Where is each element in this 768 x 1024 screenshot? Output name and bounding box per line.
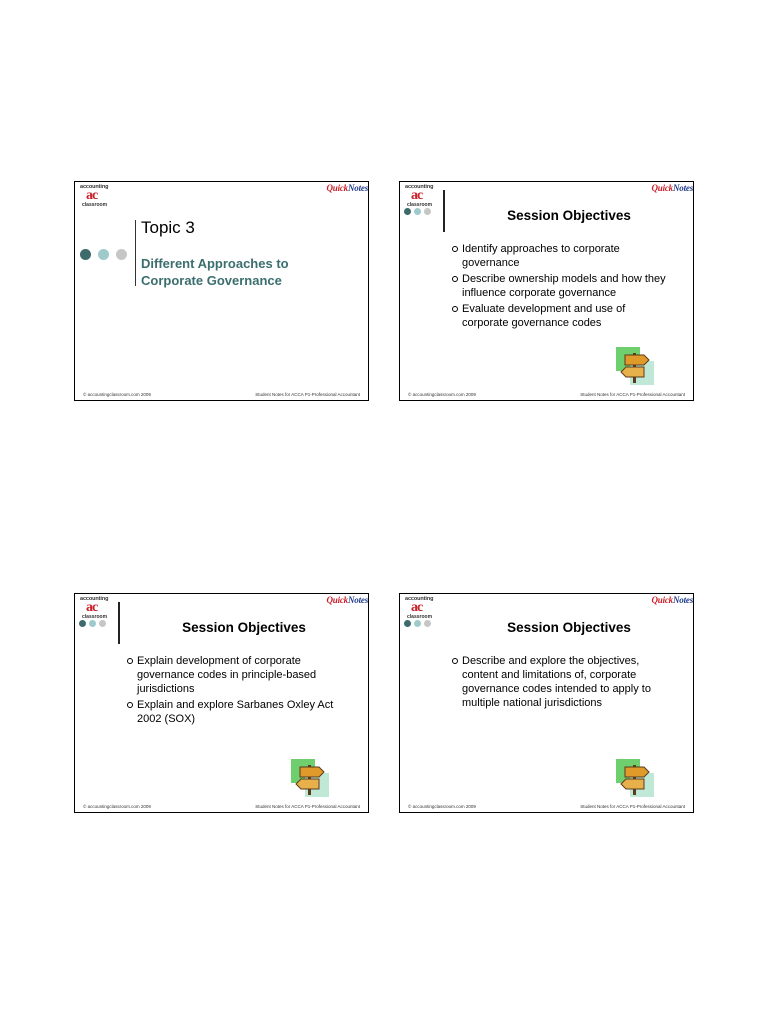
dot-dark — [404, 620, 411, 627]
bullet-text: Describe ownership models and how they influence corporate governance — [462, 273, 666, 299]
dot-dark — [79, 620, 86, 627]
footer-copyright: © accountingclassroom.com 2009 — [83, 804, 151, 809]
logo-mark: ac — [411, 188, 423, 203]
dot-dark — [404, 208, 411, 215]
quicknotes-notes: Notes — [348, 183, 368, 193]
slide-session-objectives-3 — [399, 593, 694, 813]
bullet-text: Identify approaches to corporate governance — [462, 243, 620, 269]
dot-grey — [424, 208, 431, 215]
bullet-text: Describe and explore the objectives, content and limitations of, corporate governance codes intended to apply to multiple national jurisdictions — [462, 655, 651, 709]
bullet-icon — [127, 658, 133, 664]
decorative-dots — [80, 249, 127, 260]
quicknotes-brand — [651, 183, 693, 193]
slide-heading: Session Objectives — [507, 208, 631, 223]
list-item — [127, 654, 349, 696]
bullet-text: Evaluate development and use of corporate governance codes — [462, 303, 626, 329]
objectives-list — [452, 242, 674, 332]
accounting-classroom-logo — [79, 184, 113, 210]
objectives-list — [452, 654, 674, 712]
quicknotes-brand — [651, 595, 693, 605]
list-item — [452, 302, 674, 330]
quicknotes-quick: Quick — [326, 183, 348, 193]
footer-copyright: © accountingclassroom.com 2009 — [408, 804, 476, 809]
dot-light — [414, 208, 421, 215]
slide-heading: Session Objectives — [182, 620, 306, 635]
signpost-icon — [616, 759, 654, 797]
dot-light — [89, 620, 96, 627]
logo-bottom-text: classroom — [82, 614, 108, 620]
footer-copyright: © accountingclassroom.com 2009 — [83, 392, 151, 397]
logo-top-text: accounting — [405, 596, 434, 602]
bullet-text: Explain development of corporate governance codes in principle-based jurisdictions — [137, 655, 317, 695]
logo-top-text: accounting — [80, 184, 109, 190]
dot-light — [414, 620, 421, 627]
decorative-dots — [404, 208, 431, 215]
slide-heading: Session Objectives — [507, 620, 631, 635]
list-item — [127, 698, 349, 726]
bullet-icon — [452, 246, 458, 252]
title-divider — [135, 220, 136, 286]
quicknotes-brand — [326, 183, 368, 193]
dot-grey — [99, 620, 106, 627]
logo-mark: ac — [411, 600, 423, 615]
list-item — [452, 272, 674, 300]
bullet-icon — [452, 658, 458, 664]
list-item — [452, 654, 674, 710]
footer-course: Student Notes for ACCA P1-Professional Accountant — [580, 804, 685, 809]
logo-bottom-text: classroom — [407, 614, 433, 620]
topic-subtitle: Different Approaches to Corporate Governance — [141, 256, 289, 288]
quicknotes-quick: Quick — [651, 595, 673, 605]
bullet-icon — [452, 306, 458, 312]
logo-bottom-text: classroom — [82, 202, 108, 208]
accounting-classroom-logo — [404, 184, 438, 210]
slide-session-objectives-1 — [399, 181, 694, 401]
objectives-list — [127, 654, 349, 728]
footer-course: Student Notes for ACCA P1-Professional Accountant — [255, 392, 360, 397]
dot-dark — [80, 249, 91, 260]
slide-session-objectives-2 — [74, 593, 369, 813]
quicknotes-brand — [326, 595, 368, 605]
footer-course: Student Notes for ACCA P1-Professional Accountant — [255, 804, 360, 809]
quicknotes-quick: Quick — [326, 595, 348, 605]
footer-course: Student Notes for ACCA P1-Professional Accountant — [580, 392, 685, 397]
quicknotes-notes: Notes — [348, 595, 368, 605]
logo-mark: ac — [86, 188, 98, 203]
bullet-text: Explain and explore Sarbanes Oxley Act 2002 (SOX) — [137, 699, 334, 725]
accounting-classroom-logo — [404, 596, 438, 622]
decorative-dots — [79, 620, 106, 627]
list-item — [452, 242, 674, 270]
decorative-dots — [404, 620, 431, 627]
slide-topic-3 — [74, 181, 369, 401]
bullet-icon — [452, 276, 458, 282]
dot-grey — [424, 620, 431, 627]
footer-copyright: © accountingclassroom.com 2009 — [408, 392, 476, 397]
dot-light — [98, 249, 109, 260]
logo-top-text: accounting — [405, 184, 434, 190]
topic-title: Topic 3 — [141, 218, 195, 237]
quicknotes-quick: Quick — [651, 183, 673, 193]
logo-bottom-text: classroom — [407, 202, 433, 208]
bullet-icon — [127, 702, 133, 708]
signpost-icon — [616, 347, 654, 385]
logo-mark: ac — [86, 600, 98, 615]
accounting-classroom-logo — [79, 596, 113, 622]
logo-top-text: accounting — [80, 596, 109, 602]
quicknotes-notes: Notes — [673, 183, 693, 193]
signpost-icon — [291, 759, 329, 797]
quicknotes-notes: Notes — [673, 595, 693, 605]
dot-grey — [116, 249, 127, 260]
